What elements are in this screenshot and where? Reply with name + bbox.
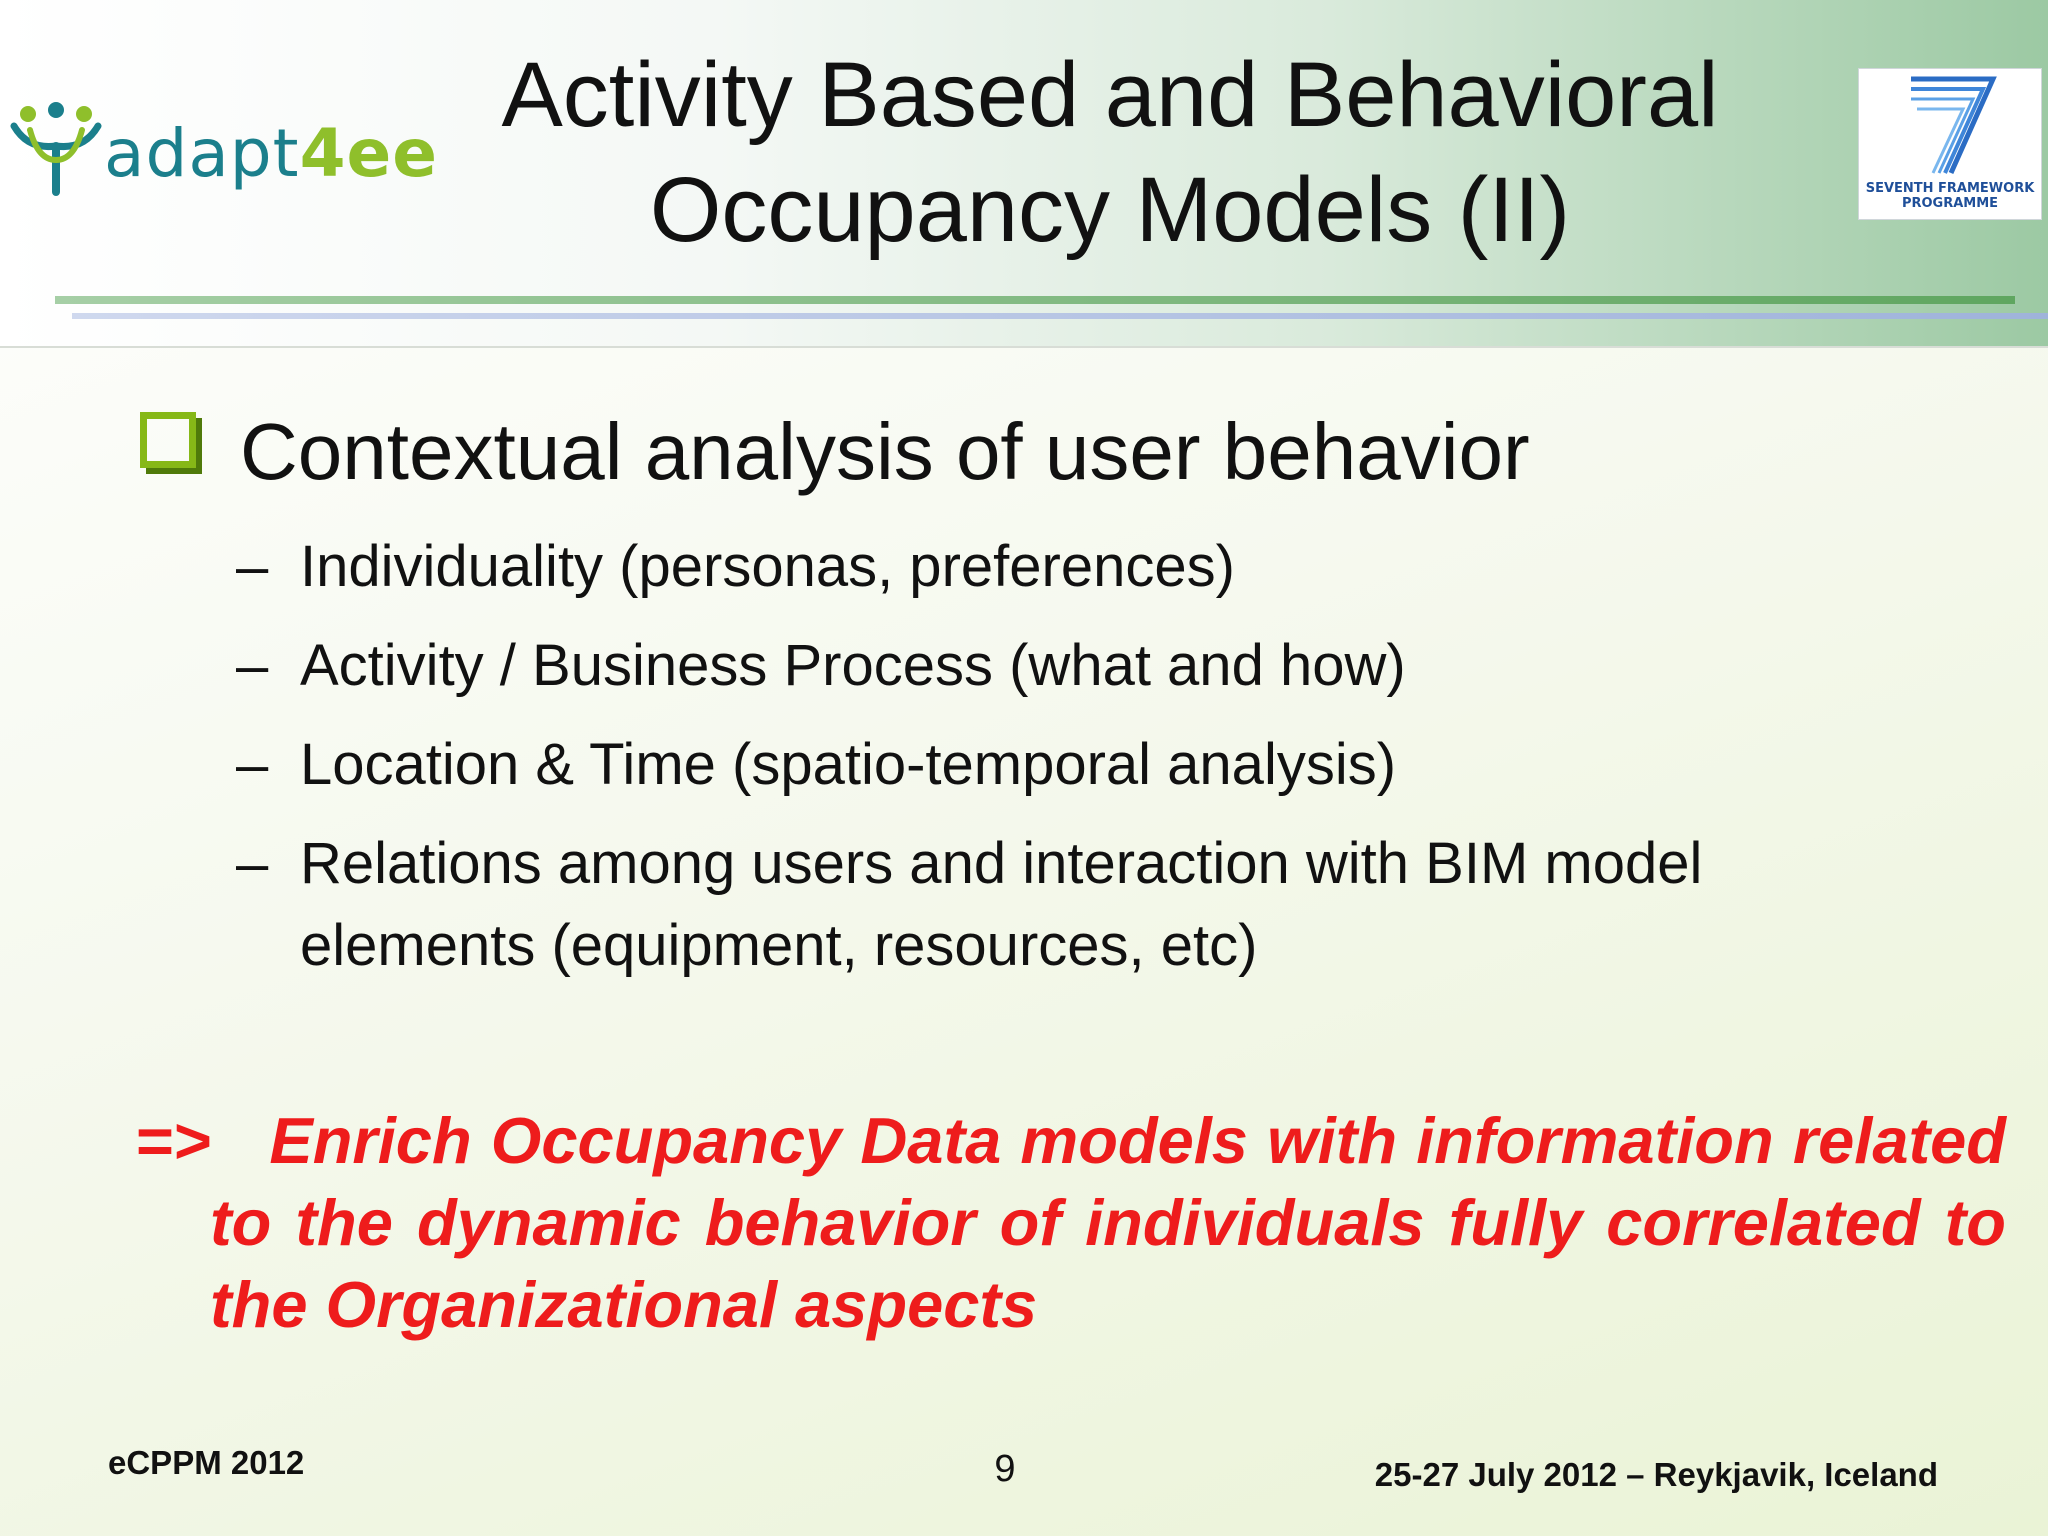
fp7-caption	[1859, 181, 2041, 211]
checkbox-bullet-icon	[140, 412, 196, 468]
sub-bullet-text: Relations among users and interaction with BIM model elements (equipment, resources, etc)	[300, 831, 1703, 978]
adapt4ee-logo	[8, 100, 439, 210]
logo-word-part1: adapt	[104, 115, 300, 192]
dash-marker: –	[236, 831, 269, 896]
slide-title	[380, 38, 1840, 268]
fp7-logo	[1858, 68, 2042, 220]
conclusion-statement	[136, 1100, 2006, 1346]
sub-bullet-text: Activity / Business Process (what and how)	[300, 633, 1406, 698]
dash-marker: –	[236, 732, 269, 797]
title-line-1: Activity Based and Behavioral	[501, 44, 1719, 146]
people-logo-icon	[8, 100, 104, 200]
title-line-2: Occupancy Models (II)	[649, 159, 1571, 261]
fp7-seven-icon	[1907, 73, 1997, 179]
dash-marker: –	[236, 534, 269, 599]
fp7-caption-line2: PROGRAMME	[1901, 196, 1999, 211]
sub-bullet-text: Location & Time (spatio-temporal analysis)	[300, 732, 1397, 797]
main-bullet-text: Contextual analysis of user behavior	[240, 407, 1530, 496]
fp7-caption-line1: SEVENTH FRAMEWORK	[1865, 181, 2035, 196]
dash-marker: –	[236, 633, 269, 698]
logo-word-part2: 4ee	[299, 115, 439, 192]
arrow-marker: =>	[136, 1104, 212, 1177]
footer-conference: eCPPM 2012	[108, 1444, 305, 1481]
sub-bullet-text: Individuality (personas, preferences)	[300, 534, 1235, 599]
header-rule-blue	[72, 313, 2048, 319]
page-number: 9	[994, 1448, 1016, 1490]
header-rule-green	[55, 296, 2015, 304]
header-divider	[0, 346, 2048, 348]
conclusion-text: Enrich Occupancy Data models with information related to the dynamic behavior of individuals fully correlated to the Organizational aspects	[210, 1104, 2006, 1341]
footer-date-location: 25-27 July 2012 – Reykjavik, Iceland	[1374, 1456, 1938, 1493]
